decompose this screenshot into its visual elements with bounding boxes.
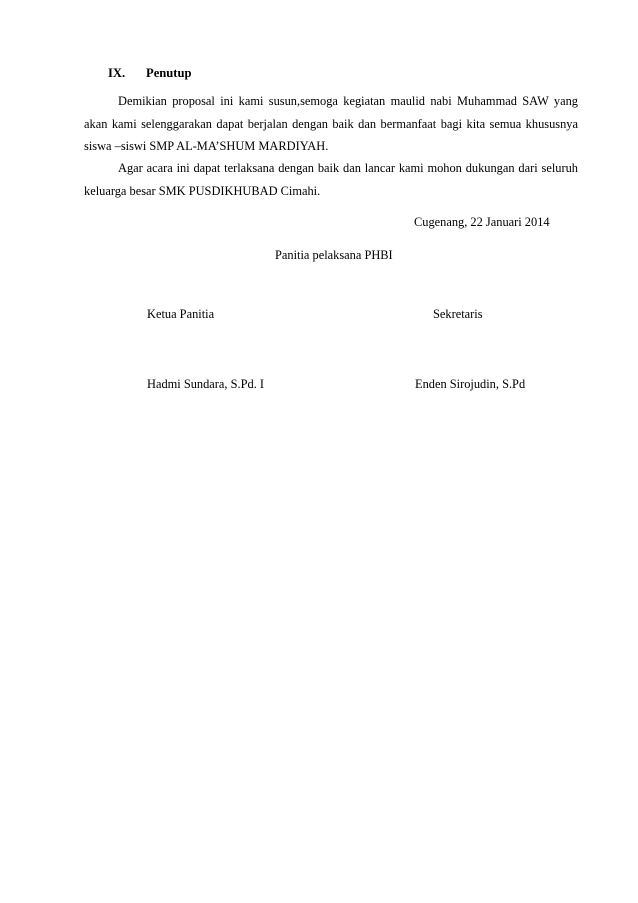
chairman-name: Hadmi Sundara, S.Pd. I <box>147 377 265 391</box>
place-date: Cugenang, 22 Januari 2014 <box>414 215 550 229</box>
paragraph-text: Agar acara ini dapat terlaksana dengan baik dan lancar kami mohon dukungan dari seluruh keluarga besar SMK PUSDIKHUBAD Cimahi. <box>84 161 578 198</box>
section-heading <box>108 66 192 81</box>
secretary-role: Sekretaris <box>433 307 483 321</box>
closing-paragraph-1 <box>84 90 578 158</box>
secretary-name: Enden Sirojudin, S.Pd <box>415 377 526 391</box>
chairman-role: Ketua Panitia <box>147 307 215 321</box>
paragraph-text: Demikian proposal ini kami susun,semoga kegiatan maulid nabi Muhammad SAW yang akan kami selenggarakan dapat berjalan dengan baik dan bermanfaat bagi kita semua khususnya siswa –siswi SMP AL-MA’SHUM MARDIYAH. <box>84 94 578 153</box>
section-number: IX. <box>108 66 126 80</box>
closing-paragraph-2 <box>84 157 578 202</box>
section-title: Penutup <box>146 66 192 80</box>
committee-name: Panitia pelaksana PHBI <box>275 248 393 262</box>
